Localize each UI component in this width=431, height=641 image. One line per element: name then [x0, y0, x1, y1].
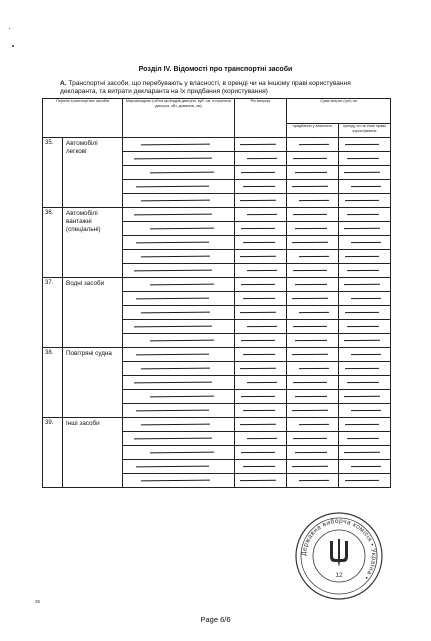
entry-cell [235, 306, 287, 320]
entry-cell [123, 432, 235, 446]
handwritten-dash [141, 144, 210, 146]
entry-cell [287, 334, 339, 348]
handwritten-dash [293, 382, 327, 383]
row-number: 38. [43, 348, 63, 418]
handwritten-dash [351, 298, 381, 299]
handwritten-dash [240, 256, 276, 257]
handwritten-dash [345, 256, 379, 257]
entry-cell [287, 418, 339, 432]
entry-cell [235, 250, 287, 264]
handwritten-dash [247, 326, 277, 327]
entry-cell [235, 432, 287, 446]
handwritten-dash [345, 200, 379, 201]
entry-cell [339, 250, 391, 264]
vehicle-category: Автомобілі вантажні (спеціальні) [63, 208, 123, 278]
handwritten-dash [150, 452, 214, 454]
entry-cell [123, 460, 235, 474]
entry-cell [287, 292, 339, 306]
handwritten-dash [141, 424, 210, 426]
handwritten-dash [347, 382, 379, 383]
header-rent: оренду чи на інше право користування [339, 124, 391, 138]
handwritten-dash [134, 438, 212, 440]
handwritten-dash [243, 410, 275, 411]
handwritten-dash [247, 158, 277, 159]
handwritten-dash [247, 270, 277, 271]
handwritten-dash [344, 452, 380, 453]
handwritten-dash [295, 396, 327, 397]
handwritten-dash [243, 354, 275, 355]
entry-cell [287, 236, 339, 250]
entry-cell [235, 404, 287, 418]
entry-cell [123, 250, 235, 264]
entry-cell [123, 376, 235, 390]
entry-cell [123, 138, 235, 152]
handwritten-dash [295, 228, 327, 229]
handwritten-dash [240, 424, 276, 425]
handwritten-dash [293, 270, 327, 271]
handwritten-dash [243, 242, 275, 243]
entry-cell [123, 264, 235, 278]
header-vehicle-list: Перелік транспортних засобів [43, 99, 123, 138]
handwritten-dash [293, 326, 327, 327]
handwritten-dash [299, 312, 329, 313]
table-row [43, 348, 391, 362]
handwritten-dash [292, 186, 328, 187]
entry-cell [287, 474, 339, 488]
table-row [43, 208, 391, 222]
handwritten-dash [344, 284, 380, 285]
entry-cell [123, 278, 235, 292]
handwritten-dash [134, 382, 212, 384]
handwritten-dash [247, 214, 277, 215]
entry-cell [339, 362, 391, 376]
entry-cell [123, 348, 235, 362]
entry-cell [287, 432, 339, 446]
vehicle-category: Водні засоби [63, 278, 123, 348]
entry-cell [287, 222, 339, 236]
entry-cell [339, 348, 391, 362]
handwritten-dash [299, 144, 329, 145]
handwritten-dash [240, 368, 276, 369]
entry-cell [235, 474, 287, 488]
entry-cell [287, 320, 339, 334]
entry-cell [287, 376, 339, 390]
entry-cell [123, 446, 235, 460]
table-row [43, 138, 391, 152]
entry-cell [339, 208, 391, 222]
row-number: 39. [43, 418, 63, 488]
entry-cell [123, 390, 235, 404]
seal-number: 12 [335, 572, 343, 579]
entry-cell [235, 138, 287, 152]
entry-cell [235, 152, 287, 166]
entry-cell [287, 348, 339, 362]
handwritten-dash [240, 200, 276, 201]
entry-cell [339, 418, 391, 432]
entry-cell [123, 222, 235, 236]
entry-cell [339, 320, 391, 334]
entry-cell [339, 166, 391, 180]
handwritten-dash [295, 452, 327, 453]
entry-cell [287, 138, 339, 152]
entry-cell [339, 432, 391, 446]
entry-cell [287, 460, 339, 474]
entry-cell [339, 278, 391, 292]
subtitle-text: Транспортні засоби, що перебувають у власності, в оренді чи на іншому праві користування декларанта, та витрати декларанта на їх придбання (користування) [60, 80, 351, 95]
entry-cell [339, 460, 391, 474]
handwritten-dash [345, 368, 379, 369]
vehicle-category: Автомобілі легкові [63, 138, 123, 208]
section-subtitle [60, 80, 380, 96]
entry-cell [123, 236, 235, 250]
entry-cell [235, 264, 287, 278]
row-number: 37. [43, 278, 63, 348]
handwritten-dash [243, 466, 275, 467]
entry-cell [287, 180, 339, 194]
handwritten-dash [136, 298, 209, 300]
entry-cell [235, 362, 287, 376]
footer-small-number: 35 [35, 599, 41, 604]
entry-cell [287, 306, 339, 320]
handwritten-dash [134, 326, 212, 328]
handwritten-dash [141, 200, 210, 202]
entry-cell [235, 278, 287, 292]
entry-cell [123, 208, 235, 222]
entry-cell [123, 306, 235, 320]
handwritten-dash [293, 158, 327, 159]
handwritten-dash [241, 340, 275, 341]
handwritten-dash [344, 228, 380, 229]
handwritten-dash [293, 438, 327, 439]
handwritten-dash [345, 480, 379, 481]
entry-cell [123, 362, 235, 376]
handwritten-dash [241, 396, 275, 397]
handwritten-dash [344, 396, 380, 397]
handwritten-dash [351, 410, 381, 411]
entry-cell [123, 404, 235, 418]
entry-cell [235, 348, 287, 362]
handwritten-dash [351, 466, 381, 467]
row-number: 35. [43, 138, 63, 208]
handwritten-dash [292, 466, 328, 467]
handwritten-dash [299, 480, 329, 481]
handwritten-dash [292, 354, 328, 355]
handwritten-dash [150, 228, 214, 230]
handwritten-dash [134, 158, 212, 160]
scan-speck [12, 45, 14, 47]
handwritten-dash [150, 340, 214, 342]
handwritten-dash [136, 410, 209, 412]
handwritten-dash [345, 312, 379, 313]
entry-cell [235, 236, 287, 250]
entry-cell [339, 306, 391, 320]
entry-cell [339, 194, 391, 208]
handwritten-dash [344, 340, 380, 341]
vehicle-category: Повітряні судна [63, 348, 123, 418]
entry-cell [123, 152, 235, 166]
trident-emblem-icon [330, 539, 348, 567]
handwritten-dash [247, 438, 277, 439]
seal-ring-text: Державна виборча комісія • Україна • [300, 517, 378, 581]
handwritten-dash [351, 186, 381, 187]
entry-cell [235, 166, 287, 180]
entry-cell [235, 180, 287, 194]
handwritten-dash [241, 284, 275, 285]
entry-cell [287, 390, 339, 404]
table-row [43, 278, 391, 292]
entry-cell [287, 264, 339, 278]
handwritten-dash [240, 312, 276, 313]
entry-cell [339, 334, 391, 348]
handwritten-dash [295, 340, 327, 341]
entry-cell [287, 152, 339, 166]
entry-cell [235, 208, 287, 222]
handwritten-dash [136, 466, 209, 468]
header-year: Рік випуску [235, 99, 287, 138]
entry-cell [339, 404, 391, 418]
handwritten-dash [241, 172, 275, 173]
handwritten-dash [347, 214, 379, 215]
entry-cell [235, 460, 287, 474]
header-purchase: придбання у власність [287, 124, 339, 138]
entry-cell [339, 152, 391, 166]
entry-cell [123, 194, 235, 208]
entry-cell [123, 292, 235, 306]
entry-cell [287, 166, 339, 180]
handwritten-dash [292, 410, 328, 411]
handwritten-dash [345, 144, 379, 145]
entry-cell [235, 292, 287, 306]
entry-cell [339, 264, 391, 278]
vehicle-category: Інші засоби [63, 418, 123, 488]
entry-cell [339, 390, 391, 404]
vehicles-table [42, 98, 391, 488]
handwritten-dash [141, 480, 210, 482]
handwritten-dash [134, 270, 212, 272]
handwritten-dash [243, 186, 275, 187]
handwritten-dash [299, 200, 329, 201]
entry-cell [235, 446, 287, 460]
entry-cell [339, 446, 391, 460]
scan-speck [9, 28, 10, 29]
handwritten-dash [299, 256, 329, 257]
table-row [43, 418, 391, 432]
entry-cell [123, 334, 235, 348]
entry-cell [235, 376, 287, 390]
handwritten-dash [347, 270, 379, 271]
entry-cell [235, 320, 287, 334]
entry-cell [287, 362, 339, 376]
entry-cell [123, 180, 235, 194]
entry-cell [235, 390, 287, 404]
page-label: Page 6/6 [200, 615, 231, 624]
handwritten-dash [241, 452, 275, 453]
handwritten-dash [150, 284, 214, 286]
entry-cell [235, 418, 287, 432]
entry-cell [123, 418, 235, 432]
handwritten-dash [292, 298, 328, 299]
handwritten-dash [136, 242, 209, 244]
handwritten-dash [295, 172, 327, 173]
handwritten-dash [347, 326, 379, 327]
entry-cell [339, 474, 391, 488]
handwritten-dash [247, 382, 277, 383]
entry-cell [339, 138, 391, 152]
row-number: 36. [43, 208, 63, 278]
header-amount: Сума витрат (грн) на [287, 99, 391, 124]
entry-cell [123, 474, 235, 488]
handwritten-dash [292, 242, 328, 243]
handwritten-dash [241, 228, 275, 229]
entry-cell [339, 222, 391, 236]
entry-cell [123, 320, 235, 334]
handwritten-dash [345, 424, 379, 425]
handwritten-dash [240, 480, 276, 481]
entry-cell [287, 404, 339, 418]
section-title: Розділ IV. Відомості про транспортні засоби [138, 66, 293, 73]
handwritten-dash [150, 396, 214, 398]
entry-cell [287, 446, 339, 460]
handwritten-dash [141, 368, 210, 370]
handwritten-dash [344, 172, 380, 173]
handwritten-dash [134, 214, 212, 216]
handwritten-dash [150, 172, 214, 174]
handwritten-dash [299, 368, 329, 369]
handwritten-dash [141, 256, 210, 258]
handwritten-dash [141, 312, 210, 314]
entry-cell [287, 208, 339, 222]
entry-cell [235, 334, 287, 348]
handwritten-dash [240, 144, 276, 145]
handwritten-dash [293, 214, 327, 215]
subtitle-letter: А. [60, 80, 67, 87]
entry-cell [287, 278, 339, 292]
handwritten-dash [347, 158, 379, 159]
handwritten-dash [136, 186, 209, 188]
entry-cell [235, 222, 287, 236]
official-seal-stamp [294, 511, 384, 601]
entry-cell [287, 194, 339, 208]
entry-cell [287, 250, 339, 264]
handwritten-dash [295, 284, 327, 285]
handwritten-dash [136, 354, 209, 356]
entry-cell [339, 292, 391, 306]
handwritten-dash [299, 424, 329, 425]
handwritten-dash [243, 298, 275, 299]
handwritten-dash [351, 242, 381, 243]
header-make-model: Марка/модель (об'єм циліндрів двигуна, куб. см, потужність двигуна, кВт, довжина, см) [123, 99, 235, 138]
handwritten-dash [347, 438, 379, 439]
entry-cell [235, 194, 287, 208]
entry-cell [123, 166, 235, 180]
entry-cell [339, 376, 391, 390]
handwritten-dash [351, 354, 381, 355]
entry-cell [339, 180, 391, 194]
entry-cell [339, 236, 391, 250]
